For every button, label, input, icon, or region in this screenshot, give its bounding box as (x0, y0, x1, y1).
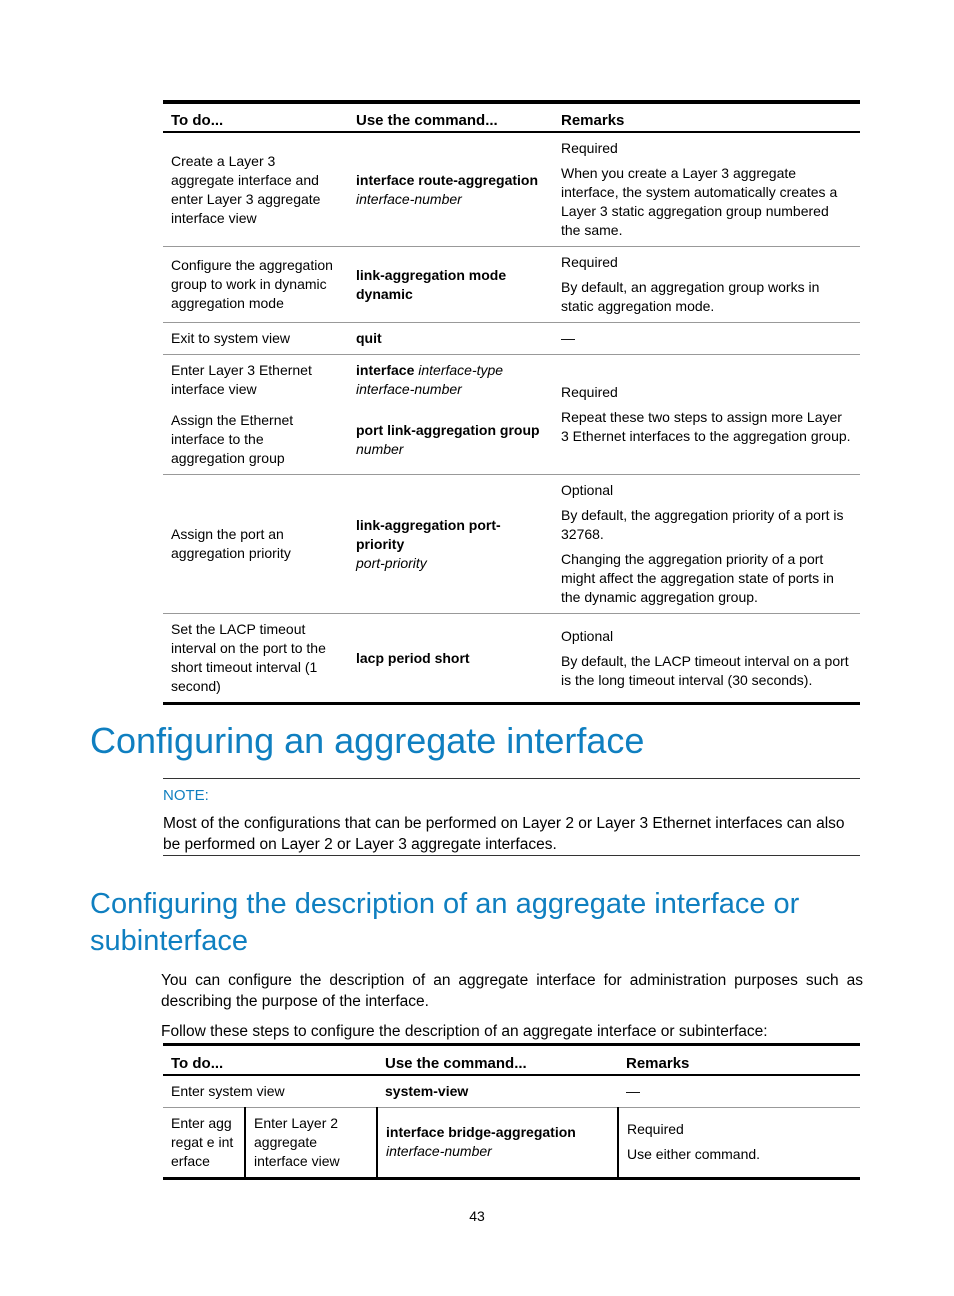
page-number: 43 (469, 1208, 485, 1224)
remarks-line: By default, an aggregation group works in static aggregation mode. (561, 279, 820, 314)
command-keyword: interface (356, 362, 415, 378)
header-command: Use the command... (385, 1054, 527, 1072)
remarks-line: Repeat these two steps to assign more Layer 3 Ethernet interfaces to the aggregation group. (561, 409, 851, 444)
remarks-cell (553, 614, 860, 704)
remarks-line: Optional (561, 627, 614, 644)
todo-cell: Configure the aggregation group to work in dynamic aggregation mode (171, 257, 333, 311)
table-row (163, 1075, 860, 1108)
paragraph: You can configure the description of an aggregate interface for administration purposes such as describing the purpose of the interface. (161, 972, 863, 1010)
command-cell (348, 405, 553, 475)
remarks-line: — (561, 330, 575, 346)
command-cell (348, 614, 553, 704)
header-remarks: Remarks (561, 112, 625, 129)
command-cell (348, 355, 553, 406)
remarks-line: Required (627, 1121, 684, 1137)
table-row (163, 132, 860, 247)
command-keyword: system-view (385, 1082, 469, 1099)
note-box (163, 778, 860, 856)
command-keyword: quit (356, 330, 382, 346)
command-cell (348, 323, 553, 355)
todo-cell: Exit to system view (171, 330, 291, 346)
command-keyword: port link-aggregation group (356, 421, 540, 438)
command-keyword: interface route-aggregation (356, 171, 539, 188)
table-header-row (163, 1045, 860, 1075)
remarks-line: Required (561, 254, 618, 270)
command-cell (348, 247, 553, 323)
table-row (163, 323, 860, 355)
todo-cell: Enter Layer 3 Ethernet interface view (171, 362, 312, 397)
remarks-line: Required (561, 140, 618, 156)
remarks-line: Changing the aggregation priority of a port might affect the aggregation state of ports in the dynamic aggregation group. (561, 551, 834, 605)
todo-cell: Enter system view (171, 1082, 285, 1099)
remarks-line: Use either command. (627, 1146, 761, 1162)
command-table-2 (163, 1043, 860, 1180)
table-header-row (163, 102, 860, 132)
remarks-cell (553, 355, 860, 475)
table-row (163, 355, 860, 406)
todo-cell: Set the LACP timeout interval on the port to the short timeout interval (1 second) (171, 621, 326, 694)
command-argument: number (356, 440, 404, 457)
todo-cell: Assign the Ethernet interface to the aggregation group (171, 412, 294, 466)
remarks-cell (553, 247, 860, 323)
command-cell (348, 475, 553, 614)
remarks-cell: — (626, 1082, 640, 1099)
table-row (163, 475, 860, 614)
remarks-line: Required (561, 384, 618, 400)
command-argument: interface-number (356, 190, 462, 207)
todo-cell-inner: Enter Layer 2 aggregate interface view (245, 1107, 377, 1178)
header-todo: To do... (171, 112, 224, 129)
table-row (163, 247, 860, 323)
remarks-line: Optional (561, 482, 614, 498)
command-cell (377, 1075, 618, 1108)
remarks-line: When you create a Layer 3 aggregate interface, the system automatically creates a Layer 3 static aggregation group numbered the same. (561, 165, 838, 238)
remarks-cell (553, 475, 860, 614)
todo-cell: Create a Layer 3 aggregate interface and enter Layer 3 aggregate interface view (171, 152, 321, 226)
command-argument: port-priority (356, 554, 427, 571)
command-cell (377, 1107, 618, 1178)
remarks-line: By default, the LACP timeout interval on a port is the long timeout interval (30 seconds). (561, 652, 849, 688)
paragraph: Follow these steps to configure the description of an aggregate interface or subinterface: (161, 1023, 768, 1040)
remarks-cell (618, 1107, 860, 1178)
note-label: NOTE: (163, 787, 209, 804)
command-keyword: link-aggregation port-priority (356, 516, 501, 552)
header-remarks: Remarks (626, 1054, 690, 1072)
remarks-line: By default, the aggregation priority of a port is 32768. (561, 507, 844, 542)
command-argument: interface-type interface-number (356, 362, 504, 397)
table-row (163, 1107, 860, 1178)
command-keyword: interface bridge-aggregation (386, 1124, 576, 1140)
todo-cell: Assign the port an aggregation priority (171, 526, 291, 561)
todo-cell-outer: Enter aggregat e interface (163, 1107, 245, 1178)
command-table-1 (163, 100, 860, 705)
header-todo: To do... (171, 1054, 224, 1072)
remarks-cell (553, 323, 860, 355)
command-cell (348, 132, 553, 247)
section-heading: Configuring an aggregate interface (90, 720, 645, 761)
subsection-heading: Configuring the description of an aggregate interface or subinterface (90, 888, 800, 957)
header-command: Use the command... (356, 112, 498, 129)
table-row (163, 614, 860, 704)
note-text: Most of the configurations that can be performed on Layer 2 or Layer 3 Ethernet interfaces can also be performed on Layer 2 or Layer 3 aggregate interfaces. (163, 815, 845, 853)
command-keyword: lacp period short (356, 649, 470, 666)
command-argument: interface-number (386, 1143, 492, 1159)
remarks-cell (553, 132, 860, 247)
command-keyword: link-aggregation mode dynamic (356, 266, 507, 302)
